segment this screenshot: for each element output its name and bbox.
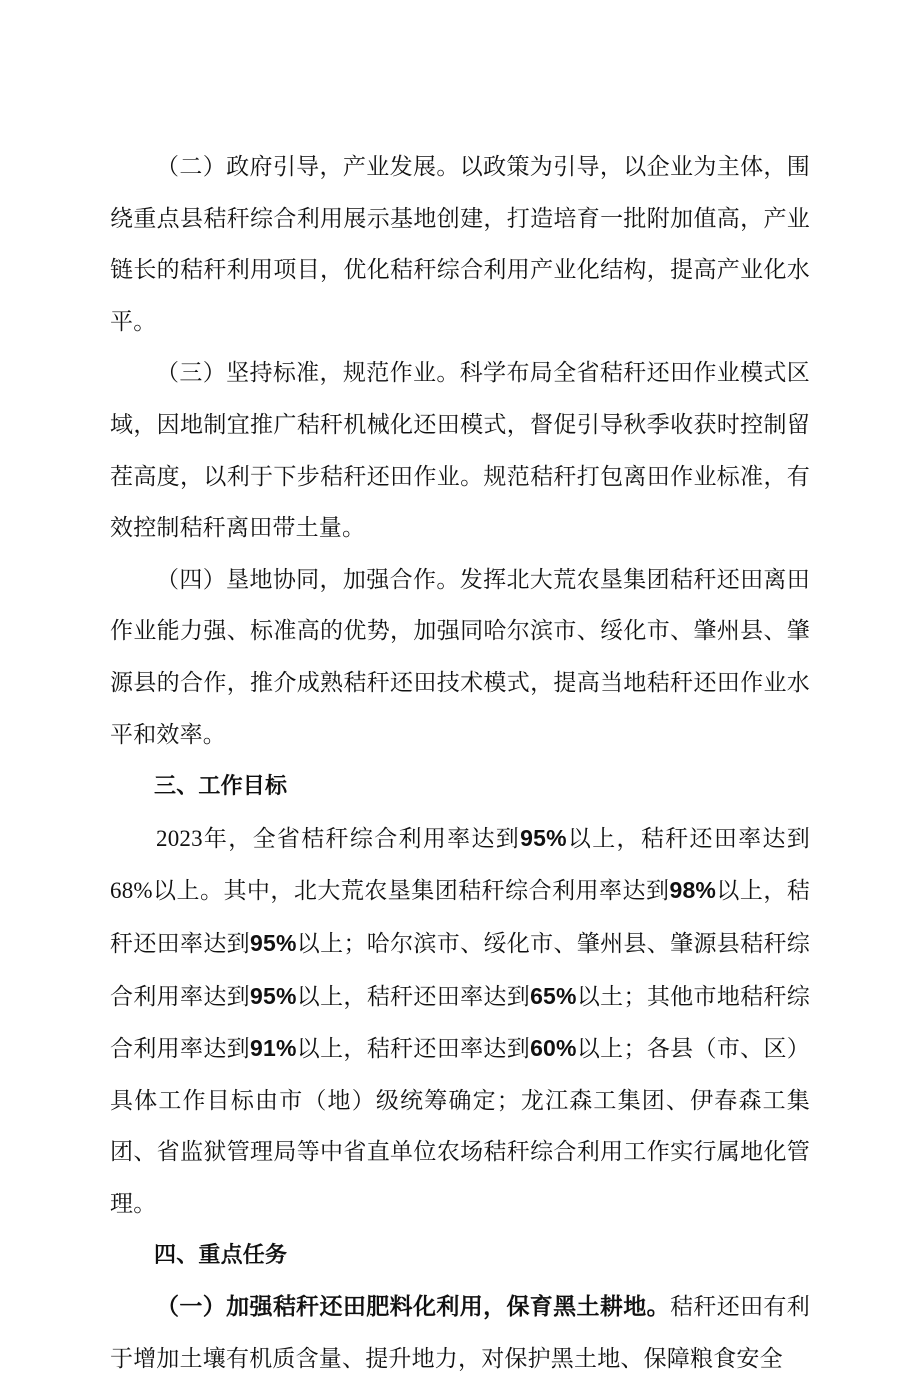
goal-rate: 95% [250,929,297,956]
section-heading-key-tasks: 四、重点任务 [154,1243,288,1269]
goal-rate: 98% [669,877,717,904]
goal-text: 以上，秸秆还田率达到 [566,825,811,852]
goal-rate: 68% [110,878,153,904]
goal-rate: 65% [530,982,577,1009]
goal-text: 以土；其他市地秸秆综合利用率达到 [110,983,811,1063]
paragraph-key-task-1 [110,1282,810,1385]
goal-rate: 60% [530,1035,577,1062]
goal-text: 以上，秸秆还田率达到 [296,1036,531,1063]
task-lead-sentence: （一）加强秸秆还田肥料化利用，保育黑土耕地。 [156,1294,670,1321]
goal-rate: 91% [249,1035,297,1062]
task-body-text: 秸秆还田有利于增加土壤有机质含量、提升地力，对保护黑土地、保障粮食安全 [110,1294,810,1372]
goal-rate: 95% [249,982,297,1009]
goal-rate: 95% [520,824,567,851]
goal-text: 以上。其中，北大荒农垦集团秸秆综合利用率达到 [152,878,670,905]
goal-text: 以上；各县（市、区）具体工作目标由市（地）级统筹确定；龙江森工集团、伊春森工集团、省监狱管理局等中省直单位农场秸秆综合利用工作实行属地化管理。 [110,1036,811,1217]
section-heading-work-goals: 三、工作目标 [154,774,288,800]
goal-text: 年，全省桔秆综合利用率达到 [202,825,521,852]
paragraph-work-goals [110,813,810,1231]
goal-year: 2023 [156,825,203,851]
paragraph-government-guidance: （二）政府引导，产业发展。以政策为引导，以企业为主体，围绕重点县秸秆综合利用展示基地创建，打造培育一批附加值高，产业链长的秸秆利用项目，优化秸秆综合利用产业化结构，提高产业化水平。 [110,154,810,335]
document-page [110,142,810,1385]
paragraph-standards: （三）坚持标准，规范作业。科学布局全省秸秆还田作业模式区域，因地制宜推广秸秆机械化还田模式，督促引导秋季收获时控制留茬高度，以利于下步秸秆还田作业。规范秸秆打包离田作业标准，有效控制秸秆离田带土量。 [110,360,810,542]
goal-text: 以上；哈尔滨市、绥化市、肇州县、肇源县秸秆综合利用率达到 [110,930,811,1010]
paragraph-cooperation: （四）垦地协同，加强合作。发挥北大荒农垦集团秸秆还田离田作业能力强、标准高的优势，加强同哈尔滨市、绥化市、肇州县、肇源县的合作，推介成熟秸秆还田技术模式，提高当地秸秆还田作业水平和效率。 [110,566,810,748]
goal-text: 以上，秸秆还田率达到 [296,983,531,1010]
goal-text: 以上，秸秆还田率达到 [110,878,810,957]
